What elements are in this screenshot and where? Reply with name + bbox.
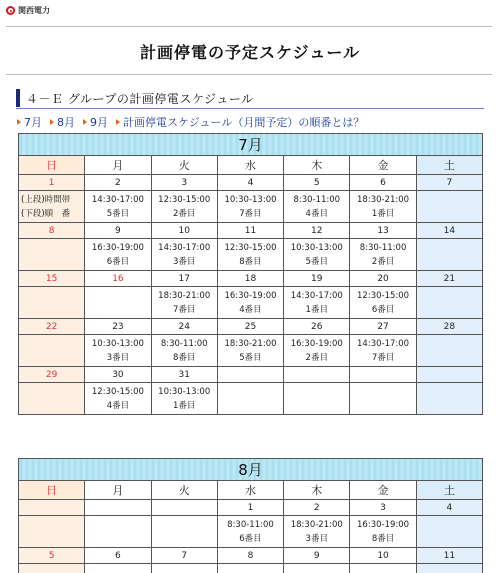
outage-order: 4番目 — [239, 304, 262, 315]
date-cell[interactable] — [284, 367, 350, 383]
date-cell[interactable]: 8 — [217, 548, 283, 564]
schedule-cell — [19, 516, 85, 548]
outage-order: 4番目 — [106, 400, 130, 411]
schedule-cell — [350, 191, 416, 223]
schedule-cell — [151, 287, 217, 319]
schedule-cell — [85, 383, 151, 415]
date-cell[interactable]: 9 — [284, 548, 350, 564]
date-row — [19, 223, 483, 239]
date-cell[interactable]: 6 — [350, 175, 416, 191]
schedule-cell — [350, 335, 416, 367]
schedule-row — [19, 516, 483, 548]
outage-time: 16:30-19:00 — [357, 519, 410, 530]
date-cell[interactable]: 11 — [416, 548, 482, 564]
kepco-logo[interactable] — [6, 5, 50, 16]
schedule-cell — [416, 335, 482, 367]
schedule-row — [19, 383, 483, 415]
date-cell[interactable]: 5 — [284, 175, 350, 191]
section-header — [16, 89, 254, 107]
month-links — [17, 114, 364, 130]
schedule-cell — [151, 191, 217, 223]
outage-time: 16:30-19:00 — [290, 338, 343, 349]
weekday-header: 水 — [217, 481, 283, 500]
date-cell[interactable]: 2 — [284, 500, 350, 516]
date-cell[interactable]: 28 — [416, 319, 482, 335]
outage-order: 5番目 — [239, 352, 262, 363]
date-cell[interactable]: 26 — [284, 319, 350, 335]
schedule-cell — [350, 239, 416, 271]
logo-text: 関西電力 — [18, 6, 50, 15]
schedule-cell — [284, 239, 350, 271]
date-cell[interactable]: 20 — [350, 271, 416, 287]
date-cell[interactable]: 14 — [416, 223, 482, 239]
weekday-header: 金 — [350, 156, 416, 175]
schedule-cell — [284, 383, 350, 415]
schedule-cell — [19, 287, 85, 319]
outage-order: 6番目 — [106, 256, 130, 267]
outage-order: 3番目 — [106, 352, 130, 363]
date-cell[interactable]: 12 — [284, 223, 350, 239]
schedule-cell — [19, 564, 85, 573]
date-cell[interactable]: 4 — [416, 500, 482, 516]
month-title: 7月 — [19, 134, 483, 156]
schedule-cell — [19, 335, 85, 367]
arrow-right-icon — [50, 119, 54, 125]
date-cell[interactable]: 10 — [350, 548, 416, 564]
date-cell[interactable]: 15 — [19, 271, 85, 287]
outage-time: 18:30-21:00 — [290, 519, 343, 530]
title-divider — [6, 74, 492, 75]
schedule-cell — [284, 335, 350, 367]
date-cell[interactable]: 27 — [350, 319, 416, 335]
date-cell[interactable]: 7 — [416, 175, 482, 191]
arrow-right-icon — [83, 119, 87, 125]
schedule-row — [19, 191, 483, 223]
schedule-cell — [217, 287, 283, 319]
date-cell[interactable]: 29 — [19, 367, 85, 383]
date-cell[interactable] — [85, 500, 151, 516]
schedule-cell — [151, 564, 217, 573]
outage-time: 8:30-11:00 — [160, 338, 208, 349]
schedule-cell — [19, 191, 85, 223]
outage-order: 1番目 — [305, 304, 328, 315]
schedule-cell — [416, 564, 482, 573]
outage-time: 16:30-19:00 — [224, 290, 277, 301]
date-cell[interactable]: 17 — [151, 271, 217, 287]
schedule-cell — [85, 287, 151, 319]
schedule-cell — [85, 335, 151, 367]
date-cell[interactable] — [416, 367, 482, 383]
outage-order: 1番目 — [371, 208, 395, 219]
date-cell[interactable] — [217, 367, 283, 383]
outage-time: 12:30-15:00 — [224, 242, 277, 253]
date-cell[interactable]: 18 — [217, 271, 283, 287]
weekday-header: 土 — [416, 481, 482, 500]
calendar-july — [18, 133, 483, 415]
calendar-august — [18, 458, 483, 573]
schedule-cell — [151, 239, 217, 271]
schedule-row — [19, 564, 483, 573]
weekday-row — [19, 156, 483, 175]
outage-time: 8:30-11:00 — [293, 194, 341, 205]
kepco-logo-icon — [6, 6, 15, 15]
outage-time: 18:30-21:00 — [224, 338, 277, 349]
outage-time: 8:30-11:00 — [227, 519, 274, 530]
date-cell[interactable] — [151, 500, 217, 516]
outage-order: 6番目 — [371, 304, 395, 315]
date-cell[interactable]: 3 — [350, 500, 416, 516]
date-cell[interactable]: 6 — [85, 548, 151, 564]
outage-order: 6番目 — [239, 533, 262, 544]
date-cell[interactable]: 5 — [19, 548, 85, 564]
weekday-header: 日 — [19, 481, 85, 500]
schedule-cell — [284, 516, 350, 548]
month-header-row — [19, 134, 483, 156]
date-row — [19, 367, 483, 383]
outage-order: 3番目 — [172, 256, 196, 267]
outage-order: 1番目 — [172, 400, 196, 411]
outage-time: 10:30-13:00 — [290, 242, 343, 253]
date-cell[interactable]: 10 — [151, 223, 217, 239]
date-row — [19, 548, 483, 564]
outage-order: 2番目 — [172, 208, 196, 219]
schedule-cell — [284, 287, 350, 319]
date-cell[interactable]: 31 — [151, 367, 217, 383]
date-cell[interactable]: 16 — [85, 271, 151, 287]
date-cell[interactable]: 23 — [85, 319, 151, 335]
date-cell[interactable] — [350, 367, 416, 383]
date-cell[interactable]: 9 — [85, 223, 151, 239]
date-cell[interactable]: 30 — [85, 367, 151, 383]
outage-order: 7番目 — [239, 208, 262, 219]
date-cell[interactable]: 4 — [217, 175, 283, 191]
schedule-cell — [217, 383, 283, 415]
outage-order: 7番目 — [371, 352, 395, 363]
arrow-right-icon — [17, 119, 21, 125]
date-row — [19, 271, 483, 287]
schedule-cell — [284, 564, 350, 573]
schedule-cell — [217, 516, 283, 548]
weekday-header: 火 — [151, 481, 217, 500]
outage-time: 8:30-11:00 — [359, 242, 407, 253]
schedule-cell — [350, 564, 416, 573]
schedule-cell — [350, 287, 416, 319]
schedule-cell — [217, 191, 283, 223]
date-row — [19, 319, 483, 335]
outage-order: 2番目 — [305, 352, 328, 363]
schedule-cell — [85, 239, 151, 271]
link-schedule-order[interactable]: 計画停電スケジュール（月間予定）の順番とは？ — [116, 114, 364, 130]
date-cell[interactable]: 2 — [85, 175, 151, 191]
weekday-header: 月 — [85, 481, 151, 500]
date-cell[interactable]: 24 — [151, 319, 217, 335]
schedule-row — [19, 239, 483, 271]
weekday-header: 日 — [19, 156, 85, 175]
schedule-cell — [151, 383, 217, 415]
arrow-right-icon — [116, 119, 120, 125]
weekday-row — [19, 481, 483, 500]
schedule-cell — [151, 516, 217, 548]
outage-order: 8番目 — [371, 533, 395, 544]
page-title: 計画停電の予定スケジュール — [139, 43, 361, 62]
link-july[interactable]: 7月 — [17, 114, 42, 130]
schedule-cell — [416, 383, 482, 415]
date-cell[interactable]: 1 — [19, 175, 85, 191]
date-cell[interactable]: 7 — [151, 548, 217, 564]
outage-order: 2番目 — [371, 256, 395, 267]
link-august[interactable]: 8月 — [50, 114, 75, 130]
date-cell[interactable]: 13 — [350, 223, 416, 239]
outage-time: 12:30-15:00 — [91, 386, 144, 397]
schedule-cell — [416, 287, 482, 319]
outage-order: 5番目 — [106, 208, 130, 219]
date-cell[interactable]: 3 — [151, 175, 217, 191]
date-cell[interactable]: 19 — [284, 271, 350, 287]
outage-time: 12:30-15:00 — [158, 194, 211, 205]
outage-time: 18:30-21:00 — [158, 290, 211, 301]
section-title: ４－Ｅ グループの計画停電スケジュール — [26, 91, 254, 106]
weekday-header: 木 — [284, 156, 350, 175]
section-bar-icon — [16, 89, 20, 107]
outage-time: 14:30-17:00 — [158, 242, 211, 253]
outage-order: 3番目 — [305, 533, 328, 544]
legend-time: (上段)時間帯 — [21, 194, 71, 205]
outage-time: 10:30-13:00 — [224, 194, 277, 205]
schedule-cell — [217, 335, 283, 367]
outage-time: 18:30-21:00 — [357, 194, 410, 205]
outage-time: 12:30-15:00 — [357, 290, 410, 301]
date-cell[interactable] — [19, 500, 85, 516]
schedule-cell — [416, 191, 482, 223]
outage-order: 4番目 — [305, 208, 328, 219]
outage-order: 7番目 — [172, 304, 196, 315]
schedule-cell — [85, 191, 151, 223]
schedule-cell — [151, 335, 217, 367]
weekday-header: 月 — [85, 156, 151, 175]
schedule-cell — [217, 239, 283, 271]
schedule-cell — [284, 191, 350, 223]
outage-time: 10:30-13:00 — [91, 338, 144, 349]
schedule-cell — [19, 239, 85, 271]
top-divider — [6, 26, 492, 27]
outage-order: 8番目 — [172, 352, 196, 363]
weekday-header: 土 — [416, 156, 482, 175]
weekday-header: 木 — [284, 481, 350, 500]
date-row — [19, 500, 483, 516]
schedule-cell — [350, 516, 416, 548]
schedule-cell — [350, 383, 416, 415]
date-cell[interactable]: 1 — [217, 500, 283, 516]
date-cell[interactable]: 11 — [217, 223, 283, 239]
date-cell[interactable]: 8 — [19, 223, 85, 239]
date-cell[interactable]: 22 — [19, 319, 85, 335]
schedule-row — [19, 287, 483, 319]
schedule-cell — [19, 383, 85, 415]
month-header-row — [19, 459, 483, 481]
schedule-cell — [85, 516, 151, 548]
schedule-cell — [85, 564, 151, 573]
schedule-row — [19, 335, 483, 367]
outage-order: 5番目 — [305, 256, 328, 267]
outage-time: 14:30-17:00 — [91, 194, 144, 205]
section-underline — [16, 108, 484, 109]
outage-time: 16:30-19:00 — [91, 242, 144, 253]
weekday-header: 金 — [350, 481, 416, 500]
outage-order: 8番目 — [239, 256, 262, 267]
weekday-header: 水 — [217, 156, 283, 175]
month-title: 8月 — [19, 459, 483, 481]
date-cell[interactable]: 25 — [217, 319, 283, 335]
schedule-cell — [416, 516, 482, 548]
weekday-header: 火 — [151, 156, 217, 175]
outage-time: 14:30-17:00 — [290, 290, 343, 301]
link-september[interactable]: 9月 — [83, 114, 108, 130]
outage-time: 14:30-17:00 — [357, 338, 410, 349]
date-cell[interactable]: 21 — [416, 271, 482, 287]
schedule-cell — [416, 239, 482, 271]
date-row — [19, 175, 483, 191]
schedule-cell — [217, 564, 283, 573]
outage-time: 10:30-13:00 — [158, 386, 211, 397]
legend-order: (下段)順 番 — [21, 208, 71, 219]
